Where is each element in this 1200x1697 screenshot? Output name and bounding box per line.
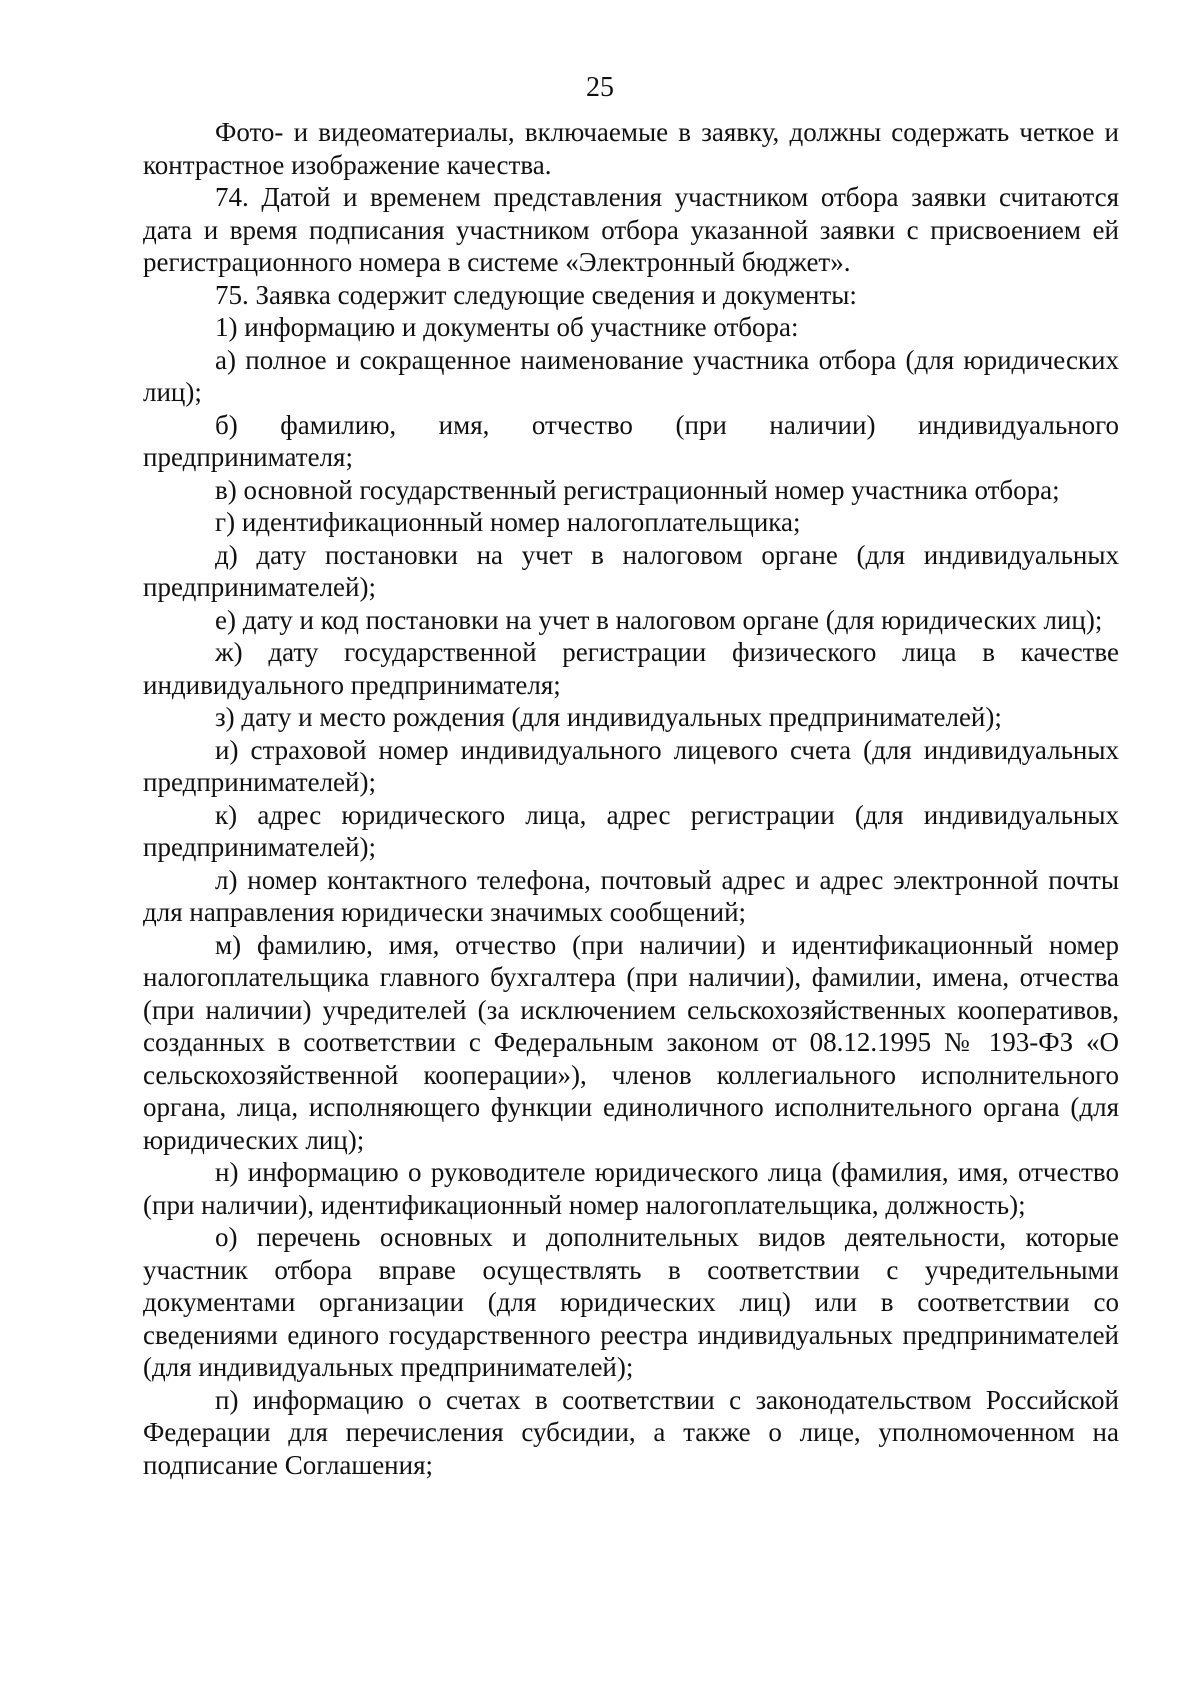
list-item-p: п) информацию о счетах в соответствии с законодательством Российской Федерации для перечисления субсидии, а также о лице, уполномоченном на подписание Соглашения; — [143, 1384, 1119, 1480]
list-item-i: и) страховой номер индивидуального лицевого счета (для индивидуальных предпринимателей); — [143, 734, 1119, 797]
list-item-a: а) полное и сокращенное наименование участника отбора (для юридических лиц); — [143, 344, 1119, 407]
list-item-zh: ж) дату государственной регистрации физического лица в качестве индивидуального предпринимателя; — [143, 637, 1119, 700]
list-item-b: б) фамилию, имя, отчество (при наличии) индивидуального предпринимателя; — [143, 409, 1119, 472]
list-item-z: з) дату и место рождения (для индивидуальных предпринимателей); — [215, 702, 1002, 732]
list-item-g: г) идентификационный номер налогоплательщика; — [215, 507, 801, 537]
paragraph-75: 75. Заявка содержит следующие сведения и документы: — [215, 279, 857, 310]
list-item-d: д) дату постановки на учет в налоговом органе (для индивидуальных предпринимателей); — [143, 539, 1119, 602]
list-item-m: м) фамилию, имя, отчество (при наличии) и идентификационный номер налогоплательщика главного бухгалтера (при наличии), фамилии, имена, отчества (при наличии) учредителей (за исключением сельскохозяйственных кооперативов, созданных в соответствии с Федеральным законом от 08.12.1995 № 193-ФЗ «О сельскохозяйственной кооперации»), членов коллегиального исполнительного органа, лица, исполняющего функции единоличного исполнительного органа (для юридических лиц); — [143, 929, 1119, 1155]
list-item-k: к) адрес юридического лица, адрес регистрации (для индивидуальных предпринимателей); — [143, 799, 1119, 862]
list-item-1: 1) информацию и документы об участнике отбора: — [215, 312, 799, 342]
paragraph-photo-video: Фото- и видеоматериалы, включаемые в заявку, должны содержать четкое и контрастное изображение качества. — [143, 117, 1119, 180]
list-item-v: в) основной государственный регистрационный номер участника отбора; — [215, 474, 1060, 505]
document-body — [143, 116, 1119, 1481]
list-item-n: н) информацию о руководителе юридического лица (фамилия, имя, отчество (при наличии), идентификационный номер налогоплательщика, должность); — [143, 1157, 1119, 1220]
list-item-e: е) дату и код постановки на учет в налоговом органе (для юридических лиц); — [215, 604, 1103, 635]
paragraph-74: 74. Датой и временем представления участником отбора заявки считаются дата и время подписания участником отбора указанной заявки с присвоением ей регистрационного номера в системе «Электронный бюджет». — [143, 182, 1119, 277]
list-item-l: л) номер контактного телефона, почтовый адрес и адрес электронной почты для направления юридически значимых сообщений; — [143, 864, 1119, 927]
list-item-o: о) перечень основных и дополнительных видов деятельности, которые участник отбора вправе осуществлять в соответствии с учредительными документами организации (для юридических лиц) или в соответствии со сведениями единого государственного реестра индивидуальных предпринимателей (для индивидуальных предпринимателей); — [143, 1222, 1119, 1382]
page-number: 25 — [586, 72, 614, 103]
